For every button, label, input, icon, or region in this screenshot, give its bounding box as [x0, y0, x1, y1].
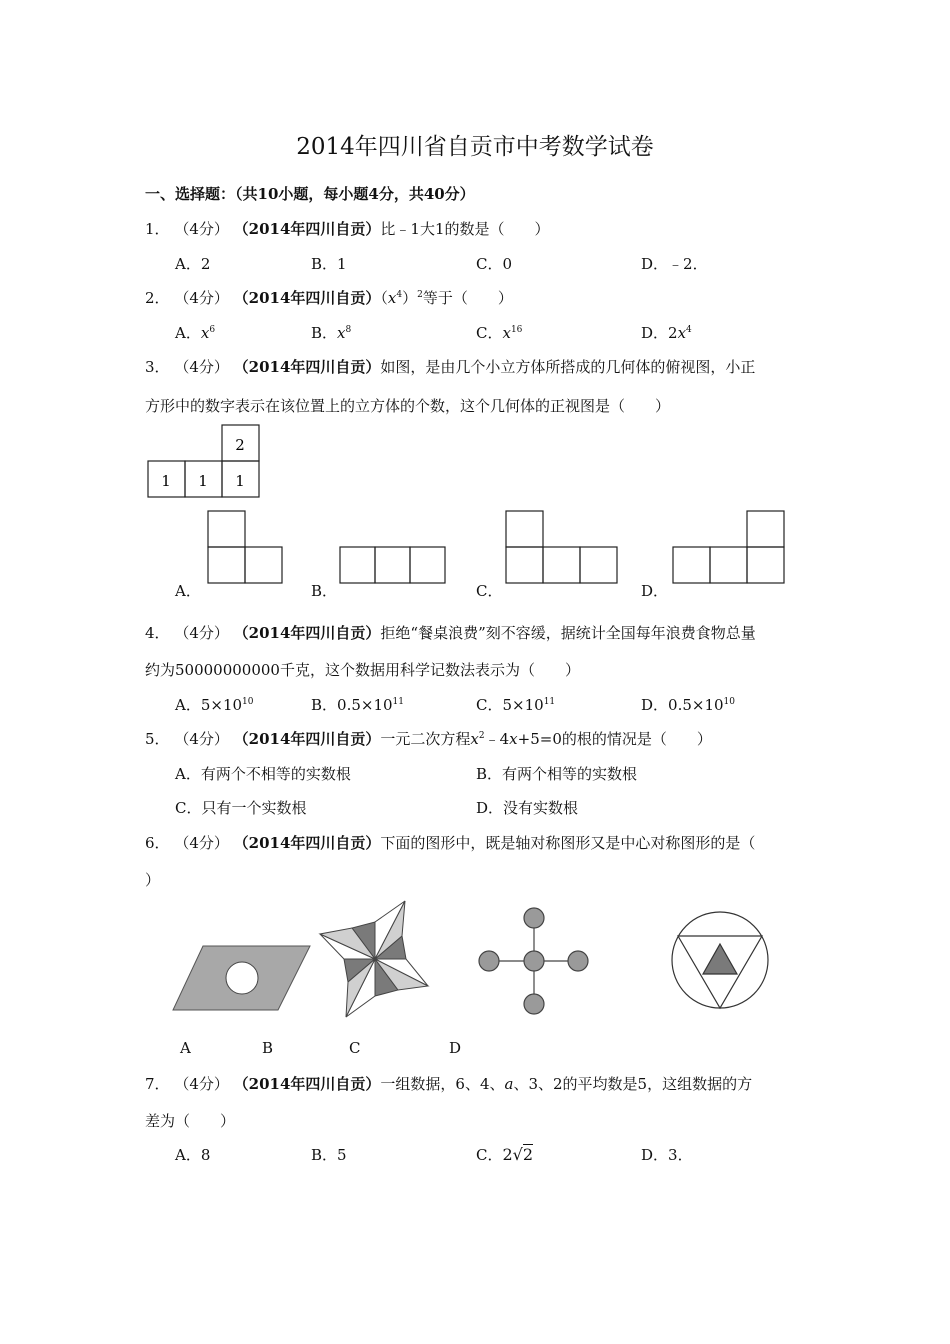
- section-heading: 一、选择题：（共10小题，每小题4分，共40分）: [145, 185, 475, 203]
- q3-figure-c: [504, 509, 620, 587]
- question-2: [145, 287, 513, 308]
- q3-figure-d: [671, 509, 787, 587]
- q5-source: （2014年四川自贡）: [233, 730, 381, 748]
- q1-number: 1．: [145, 220, 170, 238]
- q3-line2: 方形中的数字表示在该位置上的立方体的个数，这个几何体的正视图是（ ）: [145, 397, 671, 415]
- q2-number: 2．: [145, 289, 170, 307]
- q5-number: 5．: [145, 730, 170, 748]
- q1-option-d: D．﹣2．: [641, 255, 708, 273]
- q6-figure-circles-cross: [474, 904, 594, 1020]
- q2-option-a: A．$x^6$: [175, 324, 216, 342]
- question-5: 5． （4分） （2014年四川自贡）一元二次方程$x^2﹣4x+5=0$的根的情况是（ ）: [145, 730, 712, 748]
- q6-label-b: B: [262, 1039, 274, 1057]
- question-6: [145, 832, 755, 853]
- q2-paren-open: （: [380, 289, 388, 307]
- q3-option-a: A．: [175, 582, 201, 600]
- question-4: [145, 622, 756, 643]
- q1-option-b: B．1: [311, 255, 347, 273]
- question-7: 7． （4分） （2014年四川自贡）一组数据，6、4、a、3、2的平均数是5，这组数据的方: [145, 1075, 753, 1093]
- q6-figure-triangles-in-circle: [668, 906, 772, 1014]
- q4-option-c: C．$5\times 10^{11}$: [476, 696, 556, 714]
- grid-num-2: 1: [198, 472, 208, 490]
- q2-exp2: 2: [417, 290, 423, 300]
- grid-num-3: 1: [235, 472, 245, 490]
- q3-line1: 如图，是由几个小立方体所搭成的几何体的俯视图，小正: [380, 358, 756, 376]
- q4-source: （2014年四川自贡）: [233, 624, 381, 642]
- q5-option-b: B．有两个相等的实数根: [476, 765, 638, 783]
- q7-option-b: B．5: [311, 1146, 347, 1164]
- q1-text: 比﹣1大1的数是（ ）: [380, 220, 550, 238]
- q6-source: （2014年四川自贡）: [233, 834, 381, 852]
- q4-option-d: D．$0.5\times 10^{10}$: [641, 696, 735, 714]
- question-1: [145, 218, 550, 239]
- q1-option-c: C．0: [476, 255, 513, 273]
- q6-figure-parallelogram: [170, 940, 316, 1016]
- q2-source: （2014年四川自贡）: [233, 289, 381, 307]
- q1-source: （2014年四川自贡）: [233, 220, 381, 238]
- q4-option-a: A．$5\times 10^{10}$: [175, 696, 254, 714]
- q3-option-c: C．: [476, 582, 503, 600]
- q2-exp: 4: [396, 290, 403, 300]
- q2-base: x: [387, 289, 397, 307]
- q3-figure-b: [338, 545, 450, 587]
- q5-option-d: D．没有实数根: [476, 799, 579, 817]
- q3-source: （2014年四川自贡）: [233, 358, 381, 376]
- q3-top-view-grid: [145, 422, 263, 500]
- q4-score: （4分）: [174, 624, 229, 642]
- q7-score: （4分）: [174, 1075, 229, 1093]
- page-title: 2014年四川省自贡市中考数学试卷: [296, 134, 654, 160]
- q6-figure-pinwheel: [316, 898, 434, 1020]
- q3-option-d: D．: [641, 582, 669, 600]
- q2-paren-close: ）: [402, 289, 418, 307]
- q5-option-c: C．只有一个实数根: [175, 799, 307, 817]
- q6-line1: 下面的图形中，既是轴对称图形又是中心对称图形的是（: [380, 834, 756, 852]
- grid-num-1: 1: [161, 472, 171, 490]
- q4-number: 4．: [145, 624, 170, 642]
- question-3: [145, 356, 755, 377]
- q6-line2: ）: [145, 871, 161, 889]
- q2-tail: 等于（ ）: [422, 289, 513, 307]
- q4-option-b: B．$0.5\times 10^{11}$: [311, 696, 404, 714]
- q6-number: 6．: [145, 834, 170, 852]
- q7-option-a: A．8: [175, 1146, 211, 1164]
- q3-figure-a: [206, 509, 288, 587]
- q5-score: （4分）: [174, 730, 229, 748]
- q6-score: （4分）: [174, 834, 229, 852]
- q7-line2: 差为（ ）: [145, 1112, 236, 1130]
- grid-num-4: 2: [235, 436, 245, 454]
- q3-option-b: B．: [311, 582, 338, 600]
- q2-option-d: D．$2x^4$: [641, 324, 692, 342]
- q7-number: 7．: [145, 1075, 170, 1093]
- q6-label-c: C: [349, 1039, 361, 1057]
- q6-label-d: D: [449, 1039, 462, 1057]
- q7-option-c: C．2√2: [476, 1145, 534, 1164]
- q4-line2: 约为50000000000千克，这个数据用科学记数法表示为（ ）: [145, 661, 580, 679]
- q7-source: （2014年四川自贡）: [233, 1075, 381, 1093]
- q1-score: （4分）: [174, 220, 229, 238]
- q6-label-a: A: [180, 1039, 191, 1057]
- q7-option-d: D．3．: [641, 1146, 693, 1164]
- q4-line1: 拒绝“餐桌浪费”刻不容缓，据统计全国每年浪费食物总量: [380, 624, 756, 642]
- q2-option-c: C．$x^{16}$: [476, 324, 523, 342]
- q3-number: 3．: [145, 358, 170, 376]
- q1-option-a: A．2: [175, 255, 211, 273]
- q2-option-b: B．$x^8$: [311, 324, 352, 342]
- q2-score: （4分）: [174, 289, 229, 307]
- q3-score: （4分）: [174, 358, 229, 376]
- q5-option-a: A．有两个不相等的实数根: [175, 765, 351, 783]
